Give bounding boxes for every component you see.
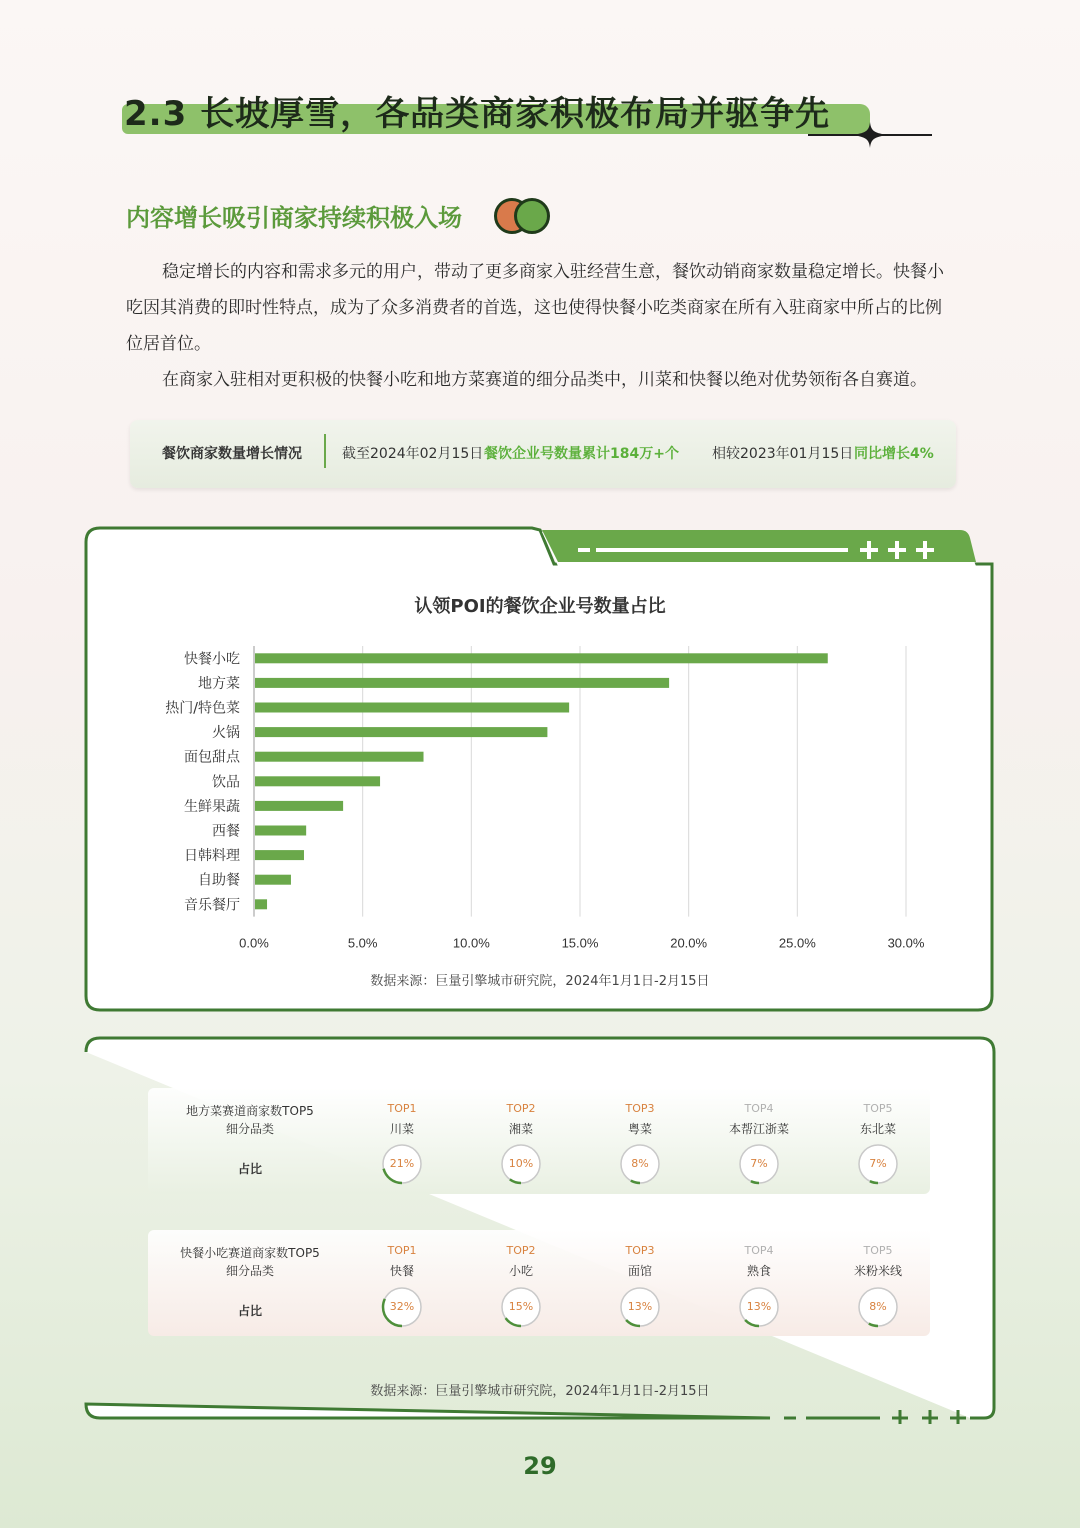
category-item: 川菜 — [389, 1122, 414, 1136]
bar — [255, 801, 343, 811]
share-value: 7% — [869, 1157, 887, 1170]
category-item: 本帮江浙菜 — [728, 1122, 789, 1136]
share-value: 13% — [627, 1300, 653, 1313]
section-subtitle: 内容增长吸引商家持续积极入场 — [126, 204, 462, 232]
share-value: 21% — [389, 1157, 415, 1170]
category-item: 小吃 — [508, 1264, 533, 1278]
table-source: 数据来源：巨量引擎城市研究院，2024年1月1日-2月15日 — [370, 1384, 710, 1399]
x-tick-label: 25.0% — [778, 935, 816, 951]
row-label: 细分品类 — [225, 1122, 274, 1136]
group-title: 地方菜赛道商家数TOP5 — [186, 1104, 314, 1118]
bar — [255, 653, 828, 663]
category-item: 东北菜 — [859, 1122, 896, 1136]
page-number: 29 — [523, 1452, 557, 1480]
bar — [255, 703, 569, 713]
stat-date-1: 截至2024年02月15日 — [342, 446, 484, 462]
category-item: 快餐 — [389, 1264, 414, 1278]
share-label: 占比 — [237, 1162, 262, 1176]
category-item: 熟食 — [746, 1264, 771, 1278]
page-title: 2.3 长坡厚雪，各品类商家积极布局并驱争先 — [124, 94, 831, 134]
body-paragraph-2: 在商家入驻相对更积极的快餐小吃和地方菜赛道的细分品类中，川菜和快餐以绝对优势领衔各自赛道。 — [162, 370, 927, 390]
x-tick-label: 5.0% — [347, 935, 378, 951]
category-item: 粤菜 — [627, 1122, 652, 1136]
row-label: 细分品类 — [225, 1264, 274, 1278]
share-value: 10% — [508, 1157, 534, 1170]
chart-source: 数据来源：巨量引擎城市研究院，2024年1月1日-2月15日 — [370, 974, 710, 989]
share-value: 8% — [869, 1300, 887, 1313]
bar — [255, 875, 291, 885]
category-label: 西餐 — [212, 823, 240, 840]
bar — [255, 826, 306, 836]
rank-label: TOP4 — [744, 1102, 774, 1115]
green-dot-icon — [514, 198, 550, 234]
bar-chart — [130, 636, 940, 956]
category-label: 火锅 — [212, 725, 240, 742]
share-label: 占比 — [237, 1304, 262, 1318]
stat-value-1: 餐饮企业号数量累计184万+个 — [484, 446, 679, 462]
rank-label: TOP3 — [625, 1102, 655, 1115]
category-label: 面包甜点 — [184, 749, 240, 766]
category-label: 饮品 — [212, 774, 240, 791]
x-tick-label: 10.0% — [452, 935, 490, 951]
category-label: 音乐餐厅 — [184, 897, 240, 914]
rank-label: TOP4 — [744, 1244, 774, 1257]
stat-value-2: 同比增长4% — [854, 446, 934, 462]
rank-label: TOP1 — [387, 1102, 417, 1115]
rank-label: TOP5 — [863, 1102, 893, 1115]
category-label: 热门/特色菜 — [165, 700, 240, 717]
chart-title: 认领POI的餐饮企业号数量占比 — [414, 596, 666, 617]
category-item: 米粉米线 — [853, 1264, 902, 1278]
stat-label: 餐饮商家数量增长情况 — [162, 446, 302, 462]
stat-divider — [324, 434, 326, 468]
bar — [255, 776, 380, 786]
x-tick-label: 15.0% — [561, 935, 599, 951]
rank-label: TOP2 — [506, 1102, 536, 1115]
category-label: 快餐小吃 — [184, 651, 240, 668]
bar — [255, 899, 267, 909]
category-item: 面馆 — [627, 1264, 652, 1278]
rank-label: TOP2 — [506, 1244, 536, 1257]
bar — [255, 850, 304, 860]
rank-label: TOP3 — [625, 1244, 655, 1257]
category-label: 地方菜 — [198, 675, 240, 692]
share-value: 32% — [389, 1300, 415, 1313]
body-paragraph-1: 稳定增长的内容和需求多元的用户，带动了更多商家入驻经营生意，餐饮动销商家数量稳定增长。快餐小吃因其消费的即时性特点，成为了众多消费者的首选，这也使得快餐小吃类商家在所有入驻商家中所占的比例位居首位。 — [126, 262, 944, 354]
stat-date-2: 相较2023年01月15日 — [712, 446, 854, 462]
x-tick-label: 20.0% — [670, 935, 708, 951]
category-label: 自助餐 — [198, 872, 240, 889]
category-label: 生鲜果蔬 — [184, 798, 240, 815]
share-value: 8% — [631, 1157, 649, 1170]
category-label: 日韩料理 — [184, 848, 240, 865]
bar — [255, 678, 669, 688]
category-item: 湘菜 — [508, 1122, 533, 1136]
share-value: 15% — [508, 1300, 534, 1313]
rank-label: TOP1 — [387, 1244, 417, 1257]
group-title: 快餐小吃赛道商家数TOP5 — [180, 1246, 320, 1260]
bar — [255, 727, 547, 737]
bar — [255, 752, 424, 762]
share-value: 7% — [750, 1157, 768, 1170]
sparkle-icon — [852, 122, 888, 148]
x-tick-label: 30.0% — [887, 935, 925, 951]
rank-label: TOP5 — [863, 1244, 893, 1257]
x-tick-label: 0.0% — [239, 935, 269, 951]
share-value: 13% — [746, 1300, 772, 1313]
